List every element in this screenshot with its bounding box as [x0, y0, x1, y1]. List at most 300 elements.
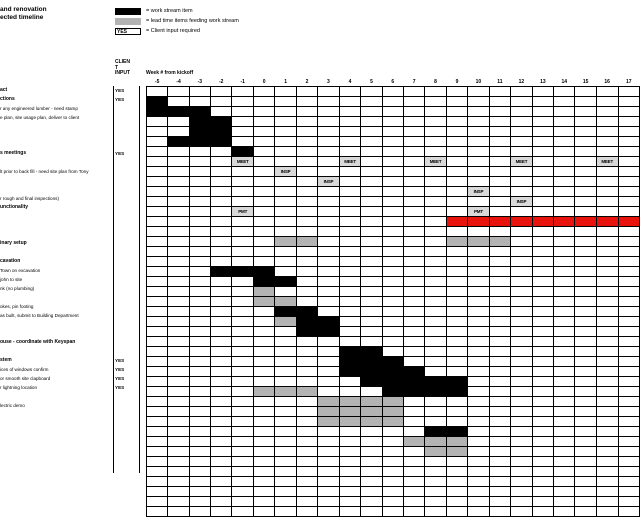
grid-cell: [339, 97, 361, 107]
grid-cell: [511, 187, 533, 197]
grid-cell: [554, 367, 575, 377]
grid-cell: [189, 277, 210, 287]
week-header-cell: 2: [305, 79, 309, 85]
bar-cell-work: [382, 377, 403, 387]
grid-cell: [511, 447, 533, 457]
grid-cell: [232, 417, 254, 427]
grid-cell: [147, 337, 168, 347]
client-input-cell: YES: [115, 376, 125, 381]
task-label: r lightning location: [0, 385, 38, 390]
grid-cell: [596, 277, 618, 287]
grid-cell: [511, 267, 533, 277]
grid-cell: [575, 347, 596, 357]
week-header-cell: 3: [327, 79, 330, 85]
table-row: [147, 287, 640, 297]
grid-cell: [189, 197, 210, 207]
grid-cell: [254, 197, 275, 207]
grid-cell: [511, 257, 533, 267]
grid-cell: [575, 267, 596, 277]
grid-cell: [511, 307, 533, 317]
task-label: [0, 185, 112, 194]
grid-cell: [446, 327, 467, 337]
grid-cell: [147, 147, 168, 157]
grid-cell: [382, 277, 403, 287]
grid-cell: [318, 427, 340, 437]
grid-cell: [189, 457, 210, 467]
grid-cell: [596, 297, 618, 307]
grid-cell: [489, 487, 510, 497]
bar-cell-critical: [596, 217, 618, 227]
bar-cell-work: [189, 107, 210, 117]
grid-cell: [596, 357, 618, 367]
grid-cell: [232, 397, 254, 407]
bar-cell-work: [446, 377, 467, 387]
grid-cell: [511, 347, 533, 357]
grid-cell: [618, 347, 640, 357]
grid-cell: [511, 177, 533, 187]
grid-cell: [189, 347, 210, 357]
grid-cell: [575, 147, 596, 157]
client-input-cell: YES: [115, 88, 125, 93]
grid-cell: [532, 507, 553, 517]
grid-cell: [254, 87, 275, 97]
grid-cell: [618, 377, 640, 387]
grid-cell: [318, 87, 340, 97]
grid-cell: [147, 437, 168, 447]
grid-cell: [403, 317, 424, 327]
grid-cell: [511, 287, 533, 297]
table-row: [147, 347, 640, 357]
grid-cell: [382, 287, 403, 297]
table-row: [147, 437, 640, 447]
grid-cell: [446, 297, 467, 307]
grid-cell: [189, 467, 210, 477]
grid-cell: [232, 177, 254, 187]
grid-cell: [147, 397, 168, 407]
grid-cell: [468, 497, 490, 507]
bar-cell-lead: [339, 417, 361, 427]
grid-cell: [211, 397, 232, 407]
grid-cell: [618, 327, 640, 337]
grid-cell: [318, 347, 340, 357]
bar-cell-lead: [275, 317, 297, 327]
grid-cell: [511, 337, 533, 347]
grid-cell: [296, 137, 317, 147]
grid-cell: [254, 447, 275, 457]
grid-cell: [296, 357, 317, 367]
grid-cell: [211, 317, 232, 327]
grid-cell: [189, 147, 210, 157]
grid-cell: [554, 227, 575, 237]
table-row: [147, 227, 640, 237]
grid-cell: [446, 97, 467, 107]
grid-cell: [339, 147, 361, 157]
grid-cell: [425, 197, 447, 207]
grid-cell: [596, 317, 618, 327]
client-input-cell: [115, 455, 141, 464]
grid-cell: [425, 497, 447, 507]
grid-cell: [211, 327, 232, 337]
grid-cell: [211, 147, 232, 157]
grid-cell: [446, 497, 467, 507]
grid-cell: [232, 97, 254, 107]
grid-cell: [446, 127, 467, 137]
grid-cell: [596, 137, 618, 147]
grid-cell: [489, 437, 510, 447]
grid-cell: [425, 167, 447, 177]
grid-cell: [618, 117, 640, 127]
grid-cell: [489, 287, 510, 297]
grid-cell: [211, 257, 232, 267]
client-input-cell: [115, 347, 141, 356]
grid-rule-mid: [139, 86, 140, 473]
grid-cell: [339, 427, 361, 437]
table-row: [147, 467, 640, 477]
grid-cell: [168, 437, 189, 447]
grid-cell: [618, 177, 640, 187]
bar-cell-lead: [361, 417, 382, 427]
grid-cell: [425, 187, 447, 197]
grid-cell: [446, 487, 467, 497]
grid-cell: [211, 197, 232, 207]
grid-cell: [189, 177, 210, 187]
grid-cell: [275, 117, 297, 127]
bar-cell-lead: [339, 407, 361, 417]
grid-cell: [489, 307, 510, 317]
client-input-cell: [115, 167, 141, 176]
grid-cell: [318, 497, 340, 507]
grid-cell: [468, 197, 490, 207]
grid-cell: [468, 307, 490, 317]
grid-cell: [618, 167, 640, 177]
milestone-cell: INSP: [468, 187, 490, 197]
grid-cell: [425, 357, 447, 367]
table-row: [147, 477, 640, 487]
table-row: [147, 117, 640, 127]
grid-cell: [468, 377, 490, 387]
grid-cell: [318, 257, 340, 267]
grid-cell: [275, 487, 297, 497]
client-input-cell: YES: [115, 385, 125, 390]
grid-cell: [168, 307, 189, 317]
grid-cell: [189, 337, 210, 347]
grid-cell: [511, 437, 533, 447]
grid-cell: [211, 287, 232, 297]
grid-cell: [168, 337, 189, 347]
grid-cell: [275, 327, 297, 337]
grid-cell: [232, 507, 254, 517]
grid-cell: [489, 497, 510, 507]
grid-cell: [232, 87, 254, 97]
grid-cell: [403, 127, 424, 137]
task-label: [0, 320, 112, 329]
grid-cell: [425, 87, 447, 97]
grid-cell: [275, 477, 297, 487]
grid-cell: [382, 317, 403, 327]
grid-cell: [618, 357, 640, 367]
grid-cell: [532, 417, 553, 427]
grid-cell: [596, 487, 618, 497]
grid-cell: [168, 147, 189, 157]
grid-cell: [618, 407, 640, 417]
title-line-2: ected timeline: [0, 14, 44, 21]
grid-cell: [232, 197, 254, 207]
grid-cell: [232, 307, 254, 317]
grid-cell: [211, 437, 232, 447]
bar-cell-work: [403, 377, 424, 387]
grid-cell: [168, 367, 189, 377]
grid-cell: [189, 427, 210, 437]
grid-cell: [489, 167, 510, 177]
grid-cell: [275, 497, 297, 507]
grid-cell: [382, 457, 403, 467]
grid-cell: [489, 117, 510, 127]
grid-cell: [232, 227, 254, 237]
grid-cell: [532, 167, 553, 177]
task-label: okes, pin footing: [0, 304, 34, 309]
grid-cell: [596, 347, 618, 357]
week-header-cell: 5: [370, 79, 373, 85]
grid-cell: [232, 297, 254, 307]
grid-cell: [275, 267, 297, 277]
bar-cell-lead: [403, 437, 424, 447]
grid-cell: [339, 337, 361, 347]
grid-cell: [511, 237, 533, 247]
grid-cell: [275, 417, 297, 427]
client-input-header-line: T: [115, 64, 119, 71]
task-label: [0, 455, 112, 464]
client-input-cell: [115, 275, 141, 284]
grid-cell: [147, 207, 168, 217]
grid-cell: [468, 397, 490, 407]
grid-cell: [168, 207, 189, 217]
grid-cell: [618, 87, 640, 97]
grid-cell: [554, 417, 575, 427]
grid-cell: [575, 97, 596, 107]
grid-cell: [211, 497, 232, 507]
bar-cell-work: [296, 327, 317, 337]
grid-cell: [339, 247, 361, 257]
grid-cell: [511, 277, 533, 287]
grid-cell: [211, 167, 232, 177]
grid-cell: [425, 137, 447, 147]
grid-cell: [575, 187, 596, 197]
client-input-cell: [115, 329, 141, 338]
task-label: [0, 158, 112, 167]
grid-cell: [189, 317, 210, 327]
grid-cell: [468, 427, 490, 437]
grid-cell: [554, 297, 575, 307]
grid-cell: [189, 437, 210, 447]
grid-cell: [596, 467, 618, 477]
grid-cell: [211, 217, 232, 227]
grid-cell: [296, 107, 317, 117]
grid-cell: [339, 467, 361, 477]
grid-cell: [361, 87, 382, 97]
grid-cell: [168, 507, 189, 517]
grid-cell: [254, 147, 275, 157]
legend-row: [115, 16, 345, 26]
grid-cell: [168, 297, 189, 307]
grid-cell: [254, 407, 275, 417]
grid-cell: [382, 347, 403, 357]
grid-cell: [596, 267, 618, 277]
task-label-column: [0, 86, 112, 473]
grid-cell: [596, 117, 618, 127]
table-row: [147, 97, 640, 107]
grid-cell: [296, 197, 317, 207]
grid-cell: [511, 247, 533, 257]
grid-cell: [403, 477, 424, 487]
grid-cell: [189, 237, 210, 247]
grid-cell: [318, 247, 340, 257]
grid-cell: [296, 467, 317, 477]
bar-cell-work: [361, 347, 382, 357]
client-input-cell: [115, 437, 141, 446]
grid-cell: [189, 487, 210, 497]
grid-cell: [232, 317, 254, 327]
grid-cell: [554, 157, 575, 167]
grid-cell: [532, 297, 553, 307]
grid-cell: [425, 147, 447, 157]
grid-cell: [554, 317, 575, 327]
grid-cell: [361, 497, 382, 507]
grid-cell: [446, 187, 467, 197]
grid-cell: [296, 487, 317, 497]
grid-cell: [489, 207, 510, 217]
grid-cell: [532, 127, 553, 137]
task-label: [0, 392, 112, 401]
table-row: [147, 327, 640, 337]
grid-cell: [296, 407, 317, 417]
task-label: [0, 437, 112, 446]
grid-cell: [147, 477, 168, 487]
grid-cell: [254, 187, 275, 197]
grid-cell: [446, 267, 467, 277]
week-header-cell: 15: [582, 79, 589, 85]
grid-cell: [382, 327, 403, 337]
grid-cell: [189, 307, 210, 317]
client-input-cell: [115, 428, 141, 437]
grid-cell: [511, 507, 533, 517]
bar-cell-work: [382, 357, 403, 367]
grid-cell: [318, 107, 340, 117]
grid-cell: [403, 447, 424, 457]
grid-cell: [511, 317, 533, 327]
task-label: [0, 248, 112, 257]
grid-cell: [232, 277, 254, 287]
grid-cell: [232, 187, 254, 197]
grid-cell: [211, 457, 232, 467]
bar-cell-work: [147, 107, 168, 117]
grid-cell: [168, 407, 189, 417]
grid-cell: [318, 467, 340, 477]
week-header-cell: 12: [518, 79, 525, 85]
grid-cell: [446, 477, 467, 487]
grid-cell: [147, 467, 168, 477]
grid-cell: [425, 227, 447, 237]
grid-cell: [596, 377, 618, 387]
grid-cell: [339, 187, 361, 197]
table-row: [147, 317, 640, 327]
grid-cell: [189, 257, 210, 267]
grid-cell: [296, 367, 317, 377]
grid-cell: [446, 257, 467, 267]
grid-cell: [575, 207, 596, 217]
grid-cell: [147, 87, 168, 97]
grid-cell: [361, 227, 382, 237]
bar-cell-work: [403, 367, 424, 377]
grid-cell: [339, 277, 361, 287]
bar-cell-lead: [361, 407, 382, 417]
grid-cell: [596, 167, 618, 177]
task-label: [0, 446, 112, 455]
grid-cell: [339, 167, 361, 177]
grid-cell: [618, 367, 640, 377]
bar-cell-critical: [618, 217, 640, 227]
grid-cell: [382, 477, 403, 487]
grid-cell: [596, 417, 618, 427]
grid-cell: [254, 487, 275, 497]
grid-cell: [147, 357, 168, 367]
grid-cell: [382, 107, 403, 117]
grid-cell: [511, 407, 533, 417]
grid-cell: [339, 217, 361, 227]
grid-cell: [554, 507, 575, 517]
grid-cell: [618, 507, 640, 517]
grid-cell: [554, 277, 575, 287]
grid-cell: [254, 417, 275, 427]
grid-cell: [382, 437, 403, 447]
grid-cell: [232, 377, 254, 387]
client-input-cell: [115, 230, 141, 239]
grid-cell: [296, 127, 317, 137]
grid-cell: [254, 207, 275, 217]
grid-cell: [532, 347, 553, 357]
grid-cell: [168, 167, 189, 177]
grid-cell: [554, 87, 575, 97]
bar-cell-work: [211, 127, 232, 137]
grid-cell: [254, 247, 275, 257]
grid-cell: [618, 207, 640, 217]
grid-cell: [296, 347, 317, 357]
grid-cell: [147, 407, 168, 417]
grid-cell: [361, 487, 382, 497]
bar-cell-lead: [318, 417, 340, 427]
grid-cell: [446, 307, 467, 317]
grid-cell: [618, 197, 640, 207]
legend-row: [115, 6, 345, 16]
grid-cell: [489, 457, 510, 467]
task-label: [0, 410, 112, 419]
grid-cell: [296, 167, 317, 177]
grid-cell: [425, 307, 447, 317]
grid-cell: [403, 187, 424, 197]
week-header-cell: -3: [197, 79, 203, 85]
grid-cell: [211, 357, 232, 367]
grid-cell: [618, 317, 640, 327]
grid-cell: [361, 447, 382, 457]
grid-cell: [446, 467, 467, 477]
grid-cell: [511, 127, 533, 137]
grid-cell: [189, 447, 210, 457]
grid-cell: [511, 137, 533, 147]
grid-cell: [425, 107, 447, 117]
grid-cell: [254, 237, 275, 247]
grid-cell: [275, 347, 297, 357]
client-input-cell: YES: [115, 97, 125, 102]
grid-cell: [296, 287, 317, 297]
